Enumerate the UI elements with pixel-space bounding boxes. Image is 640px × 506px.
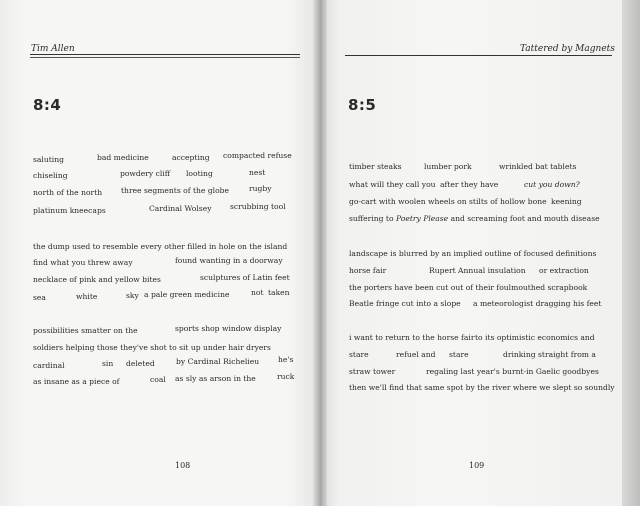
poem-word: what will they call you xyxy=(349,180,436,189)
poem-word: straw tower xyxy=(349,367,396,376)
poem-word: drinking straight from a xyxy=(503,350,596,359)
page-number: 109 xyxy=(469,461,485,470)
poem-word: taken xyxy=(268,288,290,297)
poem-text: and screaming foot and mouth disease xyxy=(448,214,600,223)
left-header-rule xyxy=(30,54,300,55)
poem-word: found wanting in a doorway xyxy=(175,256,283,265)
poem-word: accepting xyxy=(172,153,210,162)
poem-word: timber steaks xyxy=(349,162,402,171)
poem-word: north of the north xyxy=(33,188,103,197)
poem-word: i want to return to the horse fair xyxy=(349,333,475,342)
poem-word: by Cardinal Richelieu xyxy=(176,357,260,366)
poem-word: sculptures of Latin feet xyxy=(200,273,290,282)
poem-word: platinum kneecaps xyxy=(33,206,106,215)
poem-word: white xyxy=(76,292,98,301)
left-header-rule-2 xyxy=(30,57,300,58)
poem-word: horse fair xyxy=(349,266,387,275)
page-edge xyxy=(622,0,640,506)
poem-word: Cardinal Wolsey xyxy=(149,204,212,213)
poem-word: after they have xyxy=(440,180,499,189)
poem-word: sky xyxy=(126,291,139,300)
poem-word: or extraction xyxy=(539,266,589,275)
poem-line: then we'll find that same spot by the river where we slept so soundly xyxy=(349,383,615,392)
right-running-header: Tattered by Magnets xyxy=(520,44,615,54)
section-title: 8:4 xyxy=(33,96,62,114)
book-gutter xyxy=(313,0,327,506)
right-header-rule xyxy=(345,55,612,56)
poem-word: three segments of the globe xyxy=(121,186,230,195)
poem-line: landscape is blurred by an implied outline of focused definitions xyxy=(349,249,597,258)
poem-word: Rupert Annual insulation xyxy=(429,266,526,275)
section-title: 8:5 xyxy=(348,96,377,114)
poem-word: cardinal xyxy=(33,361,65,370)
poem-word: stare xyxy=(349,350,369,359)
poem-word: as insane as a piece of xyxy=(33,377,120,386)
poem-line: the dump used to resemble every other filled in hole on the island xyxy=(33,242,288,251)
poem-word: he's xyxy=(278,355,294,364)
poem-line: soldiers helping those they've shot to sit up under hair dryers xyxy=(33,343,271,352)
poem-word: a meteorologist dragging his feet xyxy=(473,299,602,308)
poem-word: keening xyxy=(551,197,582,206)
left-running-header: Tim Allen xyxy=(31,44,75,54)
poem-word: find what you threw away xyxy=(33,258,133,267)
right-page xyxy=(320,0,640,506)
poem-word: a pale green medicine xyxy=(144,290,230,299)
poem-text: suffering to xyxy=(349,214,396,223)
poem-word: wrinkled bat tablets xyxy=(499,162,577,171)
poem-word: sea xyxy=(33,293,46,302)
poem-word: Beatle fringe cut into a slope xyxy=(349,299,461,308)
poem-word: saluting xyxy=(33,155,64,164)
poem-word: rugby xyxy=(249,184,272,193)
poem-text-italic: Poetry Please xyxy=(395,214,449,223)
poem-word: go-cart with woolen wheels on stilts of hollow bone xyxy=(349,197,547,206)
poem-word: to its optimistic economics and xyxy=(475,333,595,342)
poem-word: sports shop window display xyxy=(175,324,282,333)
poem-line: the porters have been cut out of their foulmouthed scrapbook xyxy=(349,283,588,292)
poem-word: bad medicine xyxy=(97,153,149,162)
poem-word: chiseling xyxy=(33,171,68,180)
poem-word: ruck xyxy=(277,372,295,381)
poem-word: deleted xyxy=(126,359,155,368)
poem-word: possibilities smatter on the xyxy=(33,326,138,335)
poem-word: stare xyxy=(449,350,469,359)
poem-word: looting xyxy=(186,169,213,178)
poem-word: nest xyxy=(249,168,266,177)
poem-word: cut you down? xyxy=(524,180,580,189)
poem-word: lumber pork xyxy=(424,162,472,171)
poem-line xyxy=(349,214,600,224)
poem-word: refuel and xyxy=(396,350,436,359)
poem-word: not xyxy=(251,288,264,297)
poem-word: scrubbing tool xyxy=(230,202,286,211)
page-number: 108 xyxy=(175,461,191,470)
poem-word: necklace of pink and yellow bites xyxy=(33,275,161,284)
poem-word: as sly as arson in the xyxy=(175,374,256,383)
poem-word: regaling last year's burnt-in Gaelic goodbyes xyxy=(426,367,599,376)
poem-word: powdery cliff xyxy=(120,169,171,178)
poem-word: sin xyxy=(102,359,114,368)
poem-word: coal xyxy=(150,375,166,384)
poem-word: compacted refuse xyxy=(223,151,292,160)
